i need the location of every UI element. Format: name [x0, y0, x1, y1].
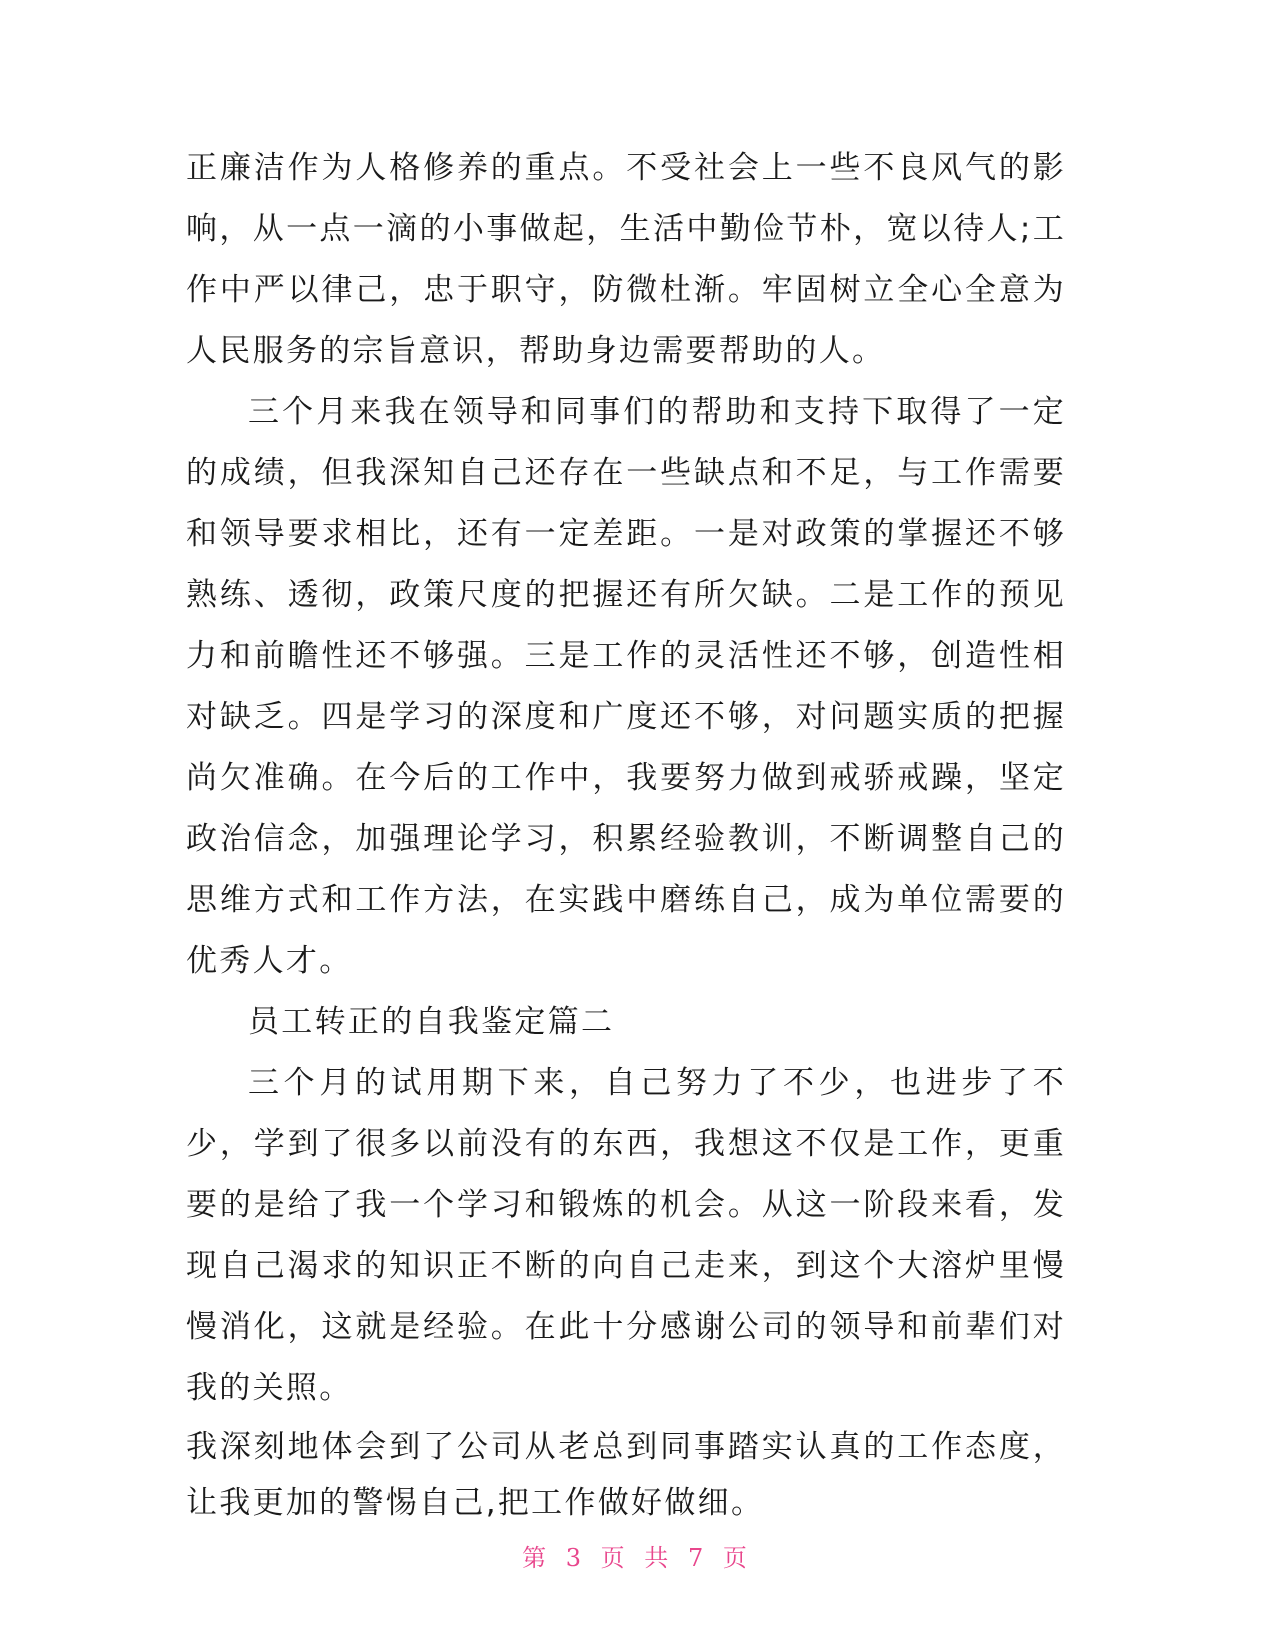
- paragraph-continued: 正廉洁作为人格修养的重点。不受社会上一些不良风气的影响，从一点一滴的小事做起，生活中勤俭节朴，宽以待人;工作中严以律己，忠于职守，防微杜渐。牢固树立全心全意为人民服务的宗旨意识，帮助身边需要帮助的人。: [186, 150, 1066, 369]
- paragraph-shortcomings: 三个月来我在领导和同事们的帮助和支持下取得了一定的成绩，但我深知自己还存在一些缺点和不足，与工作需要和领导要求相比，还有一定差距。一是对政策的掌握还不够熟练、透彻，政策尺度的把握还有所欠缺。二是工作的预见力和前瞻性还不够强。三是工作的灵活性还不够，创造性相对缺乏。四是学习的深度和广度还不够，对问题实质的把握尚欠准确。在今后的工作中，我要努力做到戒骄戒躁，坚定政治信念，加强理论学习，积累经验教训，不断调整自己的思维方式和工作方法，在实践中磨练自己，成为单位需要的优秀人才。: [186, 394, 1066, 979]
- section-heading: 员工转正的自我鉴定篇二: [248, 1004, 615, 1040]
- page-number-footer: 第 3 页 共 7 页: [522, 1544, 753, 1572]
- document-body: [186, 138, 1066, 1531]
- paragraph-attitude: 我深刻地体会到了公司从老总到同事踏实认真的工作态度，让我更加的警惕自己,把工作做好做细。: [186, 1429, 1066, 1521]
- paragraph-probation: 三个月的试用期下来，自己努力了不少，也进步了不少，学到了很多以前没有的东西，我想这不仅是工作，更重要的是给了我一个学习和锻炼的机会。从这一阶段来看，发现自己渴求的知识正不断的向自己走来，到这个大溶炉里慢慢消化，这就是经验。在此十分感谢公司的领导和前辈们对我的关照。: [186, 1065, 1066, 1406]
